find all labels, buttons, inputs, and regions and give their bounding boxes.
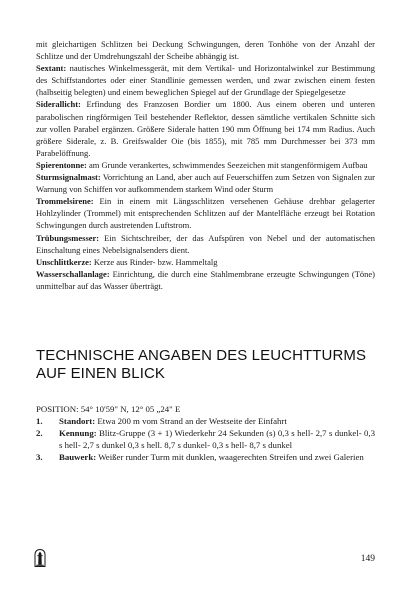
glossary-entry	[36, 195, 375, 231]
glossary-entry	[36, 268, 375, 292]
glossary-entry	[36, 62, 375, 98]
tech-item-label: Kennung:	[59, 427, 97, 438]
tech-item	[36, 415, 375, 427]
glossary-entry	[36, 98, 375, 158]
glossary-term: Trübungsmesser:	[36, 232, 100, 243]
glossary-entry	[36, 256, 375, 268]
tech-item-label: Standort:	[59, 415, 96, 426]
page-number: 149	[360, 554, 375, 564]
glossary-text: nautisches Winkelmessgerät, mit dem Vertikal- und Horizontalwinkel zur Bestimmung des Schiffstandortes oder einer Standlinie gemessen werden, und zwar zwischen einem festen (halbseitig belegten) und einem beweglichen Spiegel auf der Grundlage der Spiegelgesetze	[36, 63, 375, 98]
glossary-term: Siderallicht:	[36, 99, 81, 110]
tech-item-number: 1.	[36, 415, 43, 426]
position-line: POSITION: 54° 10'59" N, 12° 05 „24" E	[36, 403, 181, 414]
glossary-term: Sturmsignalmast:	[36, 172, 101, 183]
tech-item-text: Blitz-Gruppe (3 + 1) Wiederkehr 24 Sekunden (s) 0,3 s hell- 2,7 s dunkel- 0,3 s hell- 2,7 s dunkel 0,3 s hell. 8,7 s dunkel- 0,3 s hell- 8,7 s dunkel	[59, 427, 375, 450]
glossary-text: am Grunde verankertes, schwimmendes Seezeichen mit stangenförmigem Aufbau	[88, 159, 368, 170]
tech-item	[36, 427, 375, 451]
glossary-text: Erfindung des Franzosen Bordier um 1800. Aus einem oberen und unteren parabolischen ringförmigen Teil bestehender Reflektor, dessen sämtliche vertikalen Schnitte sich zur vollen Parabel ergänzen. Größere Siderale hatten 190 mm Öffnung bei 174 mm Radius. Auch größere Siderale, z. B. Greifswalder Oie (bis 1855), mit 785 mm Durchmesser bei 373 mm Parabelöffnung.	[36, 99, 376, 158]
tech-list	[36, 415, 375, 463]
section-heading: TECHNISCHE ANGABEN DES LEUCHTTURMS AUF EINEN BLICK	[36, 346, 367, 382]
glossary-term: Sextant:	[36, 63, 67, 74]
glossary-term: Spierentonne:	[36, 159, 87, 170]
glossary-entry	[36, 159, 375, 171]
tech-item	[36, 451, 375, 463]
glossary-text: Einrichtung, die durch eine Stahlmembrane erzeugte Schwingungen (Töne) unmittelbar auf das Wasser überträgt.	[36, 268, 376, 291]
glossary-entry	[36, 38, 375, 62]
glossary-entry	[36, 171, 375, 195]
tech-item-number: 2.	[36, 427, 43, 438]
glossary-term: Wasserschallanlage:	[36, 268, 110, 279]
glossary-text: Ein Sichtschreiber, der das Aufspüren von Nebel und der automatischen Einschaltung eines Nebelsignalsenders dient.	[36, 232, 375, 255]
tech-item-text: Etwa 200 m vom Strand an der Westseite der Einfahrt	[97, 415, 287, 426]
glossary-text: mit gleichartigen Schlitzen bei Deckung Schwingungen, deren Tonhöhe von der Anzahl der Schlitze und der Umdrehungszahl der Scheibe abhängig ist.	[36, 39, 375, 62]
glossary-term: Unschlittkerze:	[36, 256, 92, 267]
glossary-text: Ein in einem mit Längsschlitzen versehenen Gehäuse drehbar gelagerter Hohlzylinder (Trommel) mit entsprechenden Schlitzen auf der Mantelfläche erzeugt bei Rotation Schwingungen durch austretenden Luftstrom.	[36, 196, 375, 231]
glossary-text: Kerze aus Rinder- bzw. Hammeltalg	[93, 256, 218, 267]
glossary-entry	[36, 232, 375, 256]
tech-item-number: 3.	[36, 451, 43, 462]
tech-item-label: Bauwerk:	[59, 451, 97, 462]
glossary-text: Vorrichtung an Land, aber auch auf Feuerschiffen zum Setzen von Signalen zur Warnung von Schiffen vor aufkommendem starkem Wind oder Sturm	[36, 172, 375, 195]
glossary	[36, 38, 375, 292]
lighthouse-icon	[34, 549, 46, 567]
tech-item-text: Weißer runder Turm mit dunklen, waagerechten Streifen und zwei Galerien	[98, 451, 364, 462]
glossary-term: Trommelsirene:	[36, 196, 94, 207]
